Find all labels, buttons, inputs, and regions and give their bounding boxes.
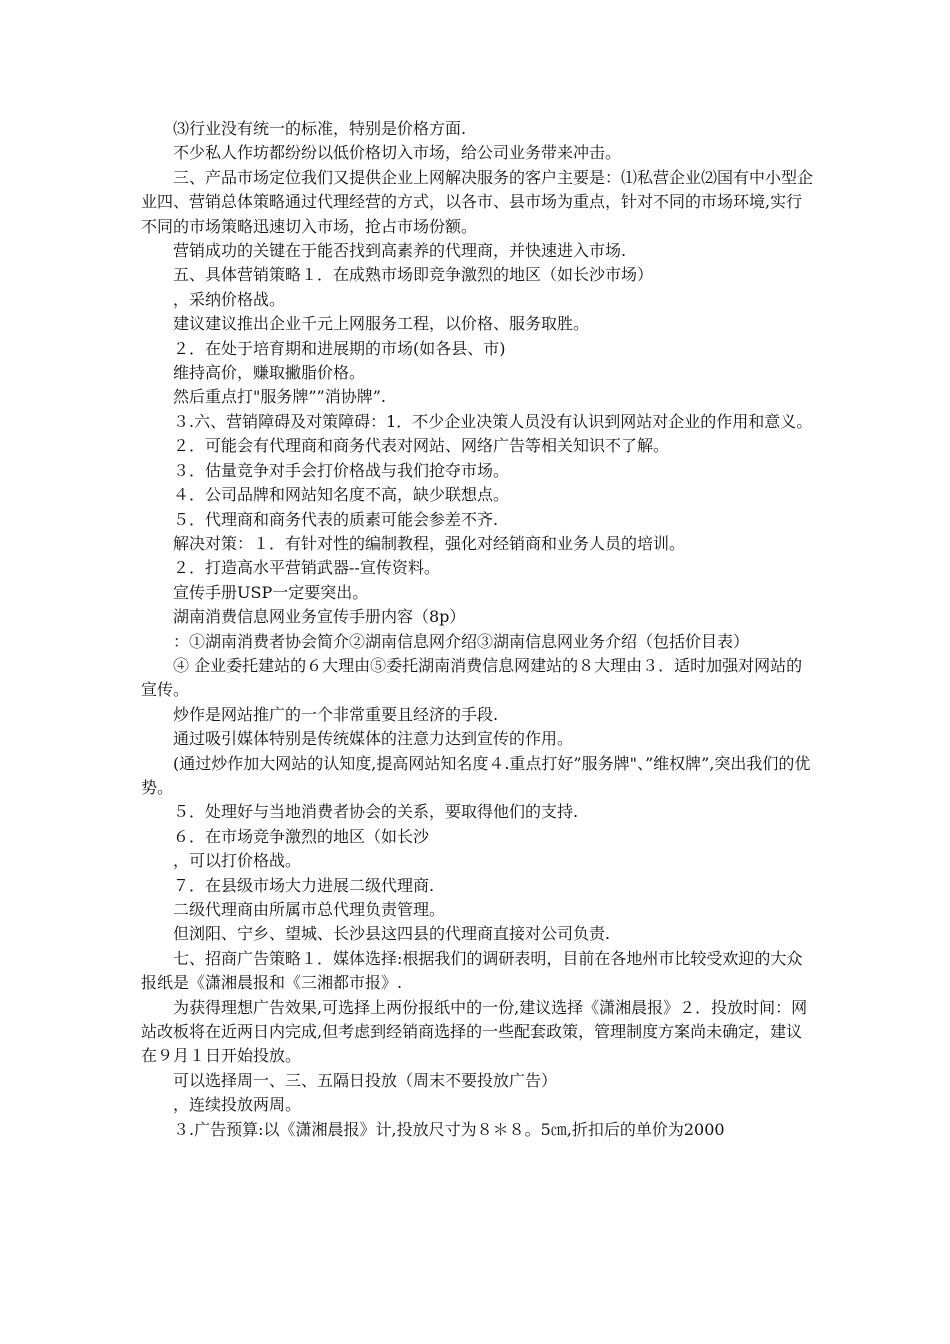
paragraph-service-brand: 然后重点打"服务牌””消协牌”. xyxy=(173,387,386,407)
paragraph-usp: 宣传手册USP一定要突出。 xyxy=(173,582,369,602)
paragraph-brochure-contents: 湖南消费信息网业务宣传手册内容（8p） xyxy=(173,607,466,627)
paragraph-county-agents: ７．在县级市场大力进展二级代理商. xyxy=(173,875,435,895)
paragraph-competitive-area: ６．在市场竞争激烈的地区（如长沙 xyxy=(173,826,430,846)
paragraph-consumer-association: ５．处理好与当地消费者协会的关系，要取得他们的支持. xyxy=(173,802,579,822)
paragraph-brand-awareness: ４．公司品牌和网站知名度不高，缺少联想点。 xyxy=(173,485,510,505)
paragraph-success-key: 营销成功的关键在于能否找到高素养的代理商，并快速进入市场. xyxy=(173,241,627,261)
paragraph-specific-strategy: 五、具体营销策略１．在成熟市场即竞争激烈的地区（如长沙市场） xyxy=(173,265,654,285)
paragraph-private-workshops: 不少私人作坊都纷纷以低价格切入市场，给公司业务带来冲击。 xyxy=(173,143,622,163)
paragraph-agent-management: 二级代理商由所属市总代理负责管理。 xyxy=(173,900,446,919)
paragraph-competitor-price: ３．估量竞争对手会打价格战与我们抢夺市场。 xyxy=(173,460,510,480)
paragraph-media-attention: 通过吸引媒体特别是传统媒体的注意力达到宣传的作用。 xyxy=(173,729,574,749)
paragraph-ad-budget: ３.广告预算:以《潇湘晨报》计,投放尺寸为８＊８。5㎝,折扣后的单价为2000 xyxy=(173,1119,725,1139)
paragraph-market-positioning: 三、产品市场定位我们又提供企业上网解决服务的客户主要是：⑴私营企业⑵国有中小型企业四、营销总体策略通过代理经营的方式，以各市、县市场为重点，针对不同的市场环境,实行不同的市场策略迅速切入市场，抢占市场份额。 xyxy=(141,167,814,236)
paragraph-suggestion: 建议建议推出企业千元上网服务工程，以价格、服务取胜。 xyxy=(173,314,590,334)
paragraph-price-war-2: ，可以打价格战。 xyxy=(173,851,302,871)
paragraph-price-war: ，采纳价格战。 xyxy=(173,289,286,309)
paragraph-solutions: 解决对策：１．有针对性的编制教程，强化对经销商和业务人员的培训。 xyxy=(173,533,686,553)
paragraph-direct-agents: 但浏阳、宁乡、望城、长沙县这四县的代理商直接对公司负责. xyxy=(173,924,611,944)
paragraph-ad-strategy: 七、招商广告策略１．媒体选择:根据我们的调研表明，目前在各地州市比较受欢迎的大众报纸是《潇湘晨报和《三湘都市报》. xyxy=(141,948,803,993)
paragraph-ad-choice: 为获得理想广告效果,可选择上两份报纸中的一份,建议选择《潇湘晨报》２．投放时间：网站改板将在近两日内完成,但考虑到经销商选择的一些配套政策，管理制度方案尚未确定，建议在９月１日开始投放。 xyxy=(141,997,808,1066)
paragraph-agent-knowledge: ２．可能会有代理商和商务代表对网站、网络广告等相关知识不了解。 xyxy=(173,436,670,456)
paragraph-hype: 炒作是网站推广的一个非常重要且经济的手段. xyxy=(173,704,499,724)
paragraph-obstacles: ３.六、营销障碍及对策障碍：1．不少企业决策人员没有认识到网站对企业的作用和意义。 xyxy=(173,411,813,431)
paragraph-ad-schedule: 可以选择周一、三、五隔日投放（周末不要投放广告） xyxy=(173,1070,558,1090)
paragraph-brochure-items: ：①湖南消费者协会简介②湖南信息网介绍③湖南信息网业务介绍（包括价目表） xyxy=(173,631,750,651)
paragraph-agent-quality: ５．代理商和商务代表的质素可能会参差不齐. xyxy=(173,509,499,529)
paragraph-high-price: 维持高价，赚取撇脂价格。 xyxy=(173,363,366,383)
paragraph-growth-market: ２．在处于培育期和进展期的市场(如各县、市) xyxy=(173,338,506,358)
paragraph-awareness: (通过炒作加大网站的认知度,提高网站知名度４.重点打好”服务牌"、”维权牌”,突出我们的优势。 xyxy=(141,753,811,797)
document-body xyxy=(141,117,817,1142)
paragraph-two-weeks: ，连续投放两周。 xyxy=(173,1095,302,1115)
paragraph-build-reasons: ④ 企业委托建站的６大理由⑤委托湖南消费信息网建站的８大理由３．适时加强对网站的宣传。 xyxy=(141,655,803,700)
paragraph-industry-standard: ⑶行业没有统一的标准，特别是价格方面. xyxy=(173,119,467,138)
paragraph-marketing-weapon: ２．打造高水平营销武器--宣传资料。 xyxy=(173,558,440,578)
